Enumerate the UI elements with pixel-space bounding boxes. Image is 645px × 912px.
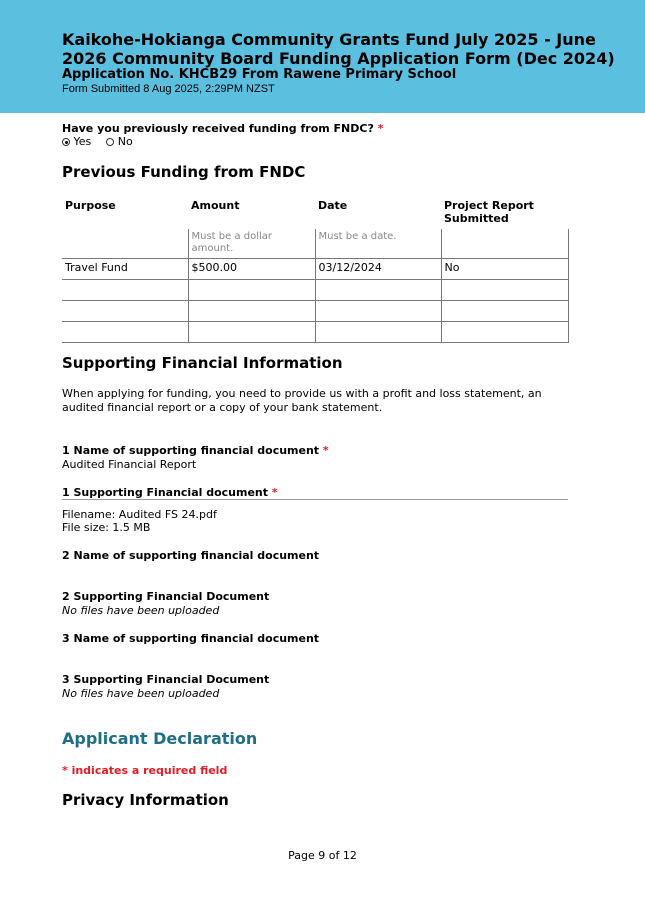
table-cell	[62, 301, 188, 322]
doc1-filename: Filename: Audited FS 24.pdf	[62, 508, 217, 521]
hint-cell	[62, 229, 188, 259]
required-field-note: * indicates a required field	[62, 764, 228, 777]
radio-yes-label: Yes	[73, 135, 92, 148]
table-cell	[62, 280, 188, 301]
previous-funding-question	[62, 122, 383, 136]
hint-cell: Must be a date.	[315, 229, 441, 259]
hint-cell: Must be a dollar amount.	[188, 229, 315, 259]
hint-cell	[441, 229, 568, 259]
doc1-file-label: 1 Supporting Financial document	[62, 486, 269, 499]
required-asterisk: *	[271, 486, 278, 499]
column-header: Project Report Submitted	[444, 199, 534, 225]
required-asterisk: *	[322, 444, 329, 457]
table-row	[62, 280, 568, 301]
table-cell	[62, 322, 188, 343]
application-number: Application No. KHCB29 From Rawene Primary School	[62, 67, 457, 82]
table-row	[62, 301, 568, 322]
submitted-timestamp: Form Submitted 8 Aug 2025, 2:29PM NZST	[62, 83, 275, 95]
required-asterisk: *	[377, 122, 384, 135]
doc1-file-question	[62, 486, 278, 500]
doc3-file-value: No files have been uploaded	[62, 687, 220, 700]
radio-yes[interactable]	[62, 138, 70, 146]
table-header-row	[62, 196, 568, 229]
doc3-file-label: 3 Supporting Financial Document	[62, 673, 270, 686]
doc1-name-question	[62, 444, 329, 458]
doc1-name-label: 1 Name of supporting financial document	[62, 444, 320, 457]
doc3-name-label: 3 Name of supporting financial document	[62, 632, 320, 645]
privacy-information-heading: Privacy Information	[62, 791, 229, 809]
table-cell: No	[441, 259, 568, 280]
radio-no[interactable]	[106, 138, 114, 146]
divider	[62, 499, 568, 500]
doc1-name-value: Audited Financial Report	[62, 458, 197, 471]
funding-radio-group	[62, 135, 133, 149]
previous-funding-heading: Previous Funding from FNDC	[62, 163, 306, 181]
table-cell	[188, 322, 315, 343]
supporting-financial-heading: Supporting Financial Information	[62, 354, 343, 372]
table-cell: $500.00	[188, 259, 315, 280]
page-header	[0, 0, 645, 113]
doc2-file-label: 2 Supporting Financial Document	[62, 590, 270, 603]
table-row	[62, 259, 568, 280]
table-cell: Travel Fund	[62, 259, 188, 280]
radio-no-label: No	[117, 135, 133, 148]
column-header: Purpose	[65, 199, 116, 212]
form-title: Kaikohe-Hokianga Community Grants Fund July 2025 - June 2026 Community Board Funding Application Form (Dec 2024)	[62, 30, 615, 68]
table-cell	[441, 280, 568, 301]
table-cell	[315, 301, 441, 322]
table-cell	[441, 301, 568, 322]
table-cell	[188, 301, 315, 322]
table-cell	[441, 322, 568, 343]
question-label: Have you previously received funding from FNDC?	[62, 122, 374, 135]
table-cell	[315, 280, 441, 301]
table-cell	[315, 322, 441, 343]
doc2-name-label: 2 Name of supporting financial document	[62, 549, 320, 562]
applicant-declaration-heading: Applicant Declaration	[62, 729, 258, 748]
page-number: Page 9 of 12	[288, 849, 357, 862]
table-cell	[188, 280, 315, 301]
column-header: Date	[318, 199, 348, 212]
hint-row	[62, 229, 568, 259]
column-header: Amount	[191, 199, 240, 212]
supporting-intro: When applying for funding, you need to provide us with a profit and loss statement, an audited financial report or a copy of your bank statement.	[62, 387, 542, 414]
table-cell: 03/12/2024	[315, 259, 441, 280]
doc1-filesize: File size: 1.5 MB	[62, 521, 151, 534]
doc2-file-value: No files have been uploaded	[62, 604, 220, 617]
previous-funding-table	[62, 196, 569, 343]
table-row	[62, 322, 568, 343]
